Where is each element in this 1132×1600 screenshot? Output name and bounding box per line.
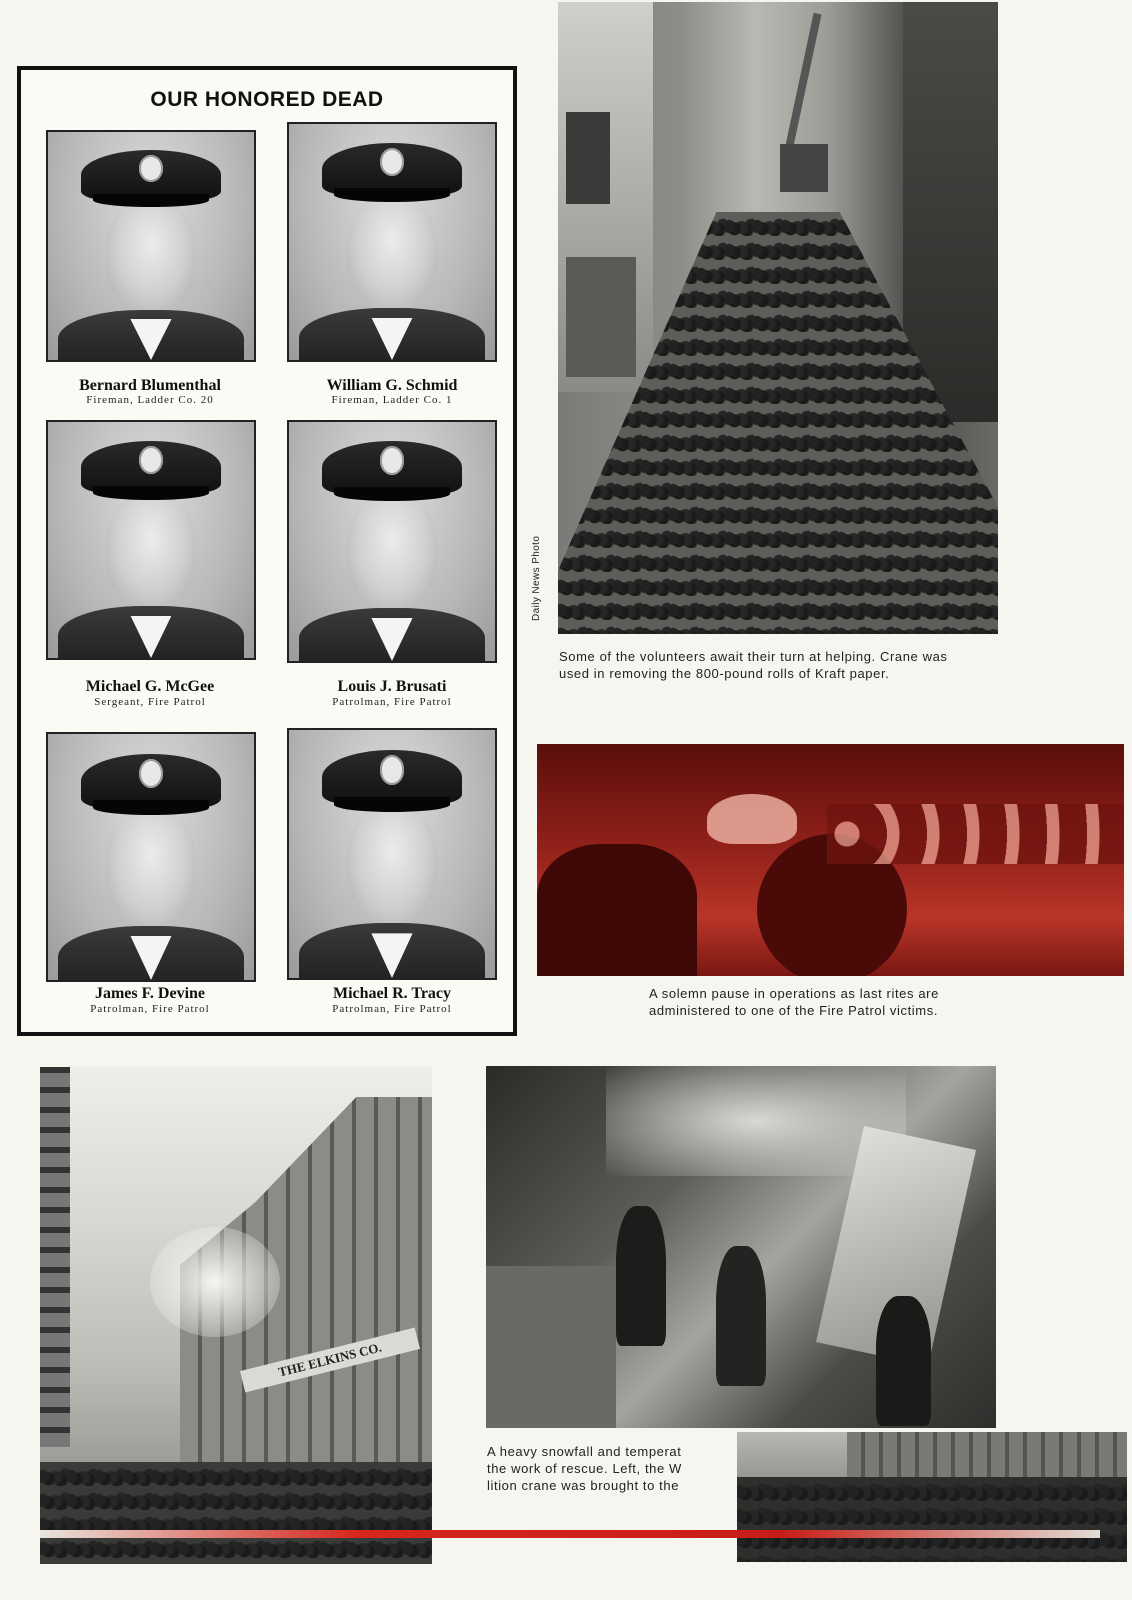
fire-badge-icon	[139, 446, 164, 474]
portrait-schmid	[287, 122, 497, 362]
faces-row	[827, 804, 1124, 864]
smoke	[150, 1227, 280, 1337]
fire-badge-icon	[380, 446, 405, 475]
caption-snowfall: A heavy snowfall and temperat the work of rescue. Left, the W lition crane was brought to the	[487, 1444, 682, 1493]
photo-credit: Daily News Photo	[531, 535, 542, 621]
panel-title: OUR HONORED DEAD	[150, 88, 384, 111]
rubble	[486, 1266, 616, 1428]
fire-badge-icon	[380, 148, 405, 176]
rubble-photo	[486, 1066, 996, 1428]
crowd	[40, 1462, 432, 1564]
person-name: Michael G. McGee	[85, 678, 215, 695]
person-rank: Patrolman, Fire Patrol	[332, 1003, 452, 1015]
person-rank: Patrolman, Fire Patrol	[90, 1003, 210, 1015]
fireman	[716, 1246, 766, 1386]
portrait-mcgee	[46, 420, 256, 660]
portrait-tracy	[287, 728, 497, 980]
person-name: James F. Devine	[94, 985, 206, 1002]
crowd-thumbnail-photo	[737, 1432, 1127, 1562]
person-name: Michael R. Tracy	[332, 985, 452, 1002]
crane-boom	[782, 13, 821, 161]
fireman	[616, 1206, 666, 1346]
person-name: Bernard Blumenthal	[79, 377, 221, 394]
portrait-brusati	[287, 420, 497, 663]
person-rank: Patrolman, Fire Patrol	[332, 696, 452, 708]
caption-last-rites: A solemn pause in operations as last rites are administered to one of the Fire Patrol victims.	[649, 986, 939, 1018]
last-rites-photo	[537, 744, 1124, 976]
person-name: Louis J. Brusati	[337, 678, 447, 695]
fireman	[876, 1296, 931, 1426]
helmet	[707, 794, 797, 844]
burning-building-photo	[40, 1067, 432, 1564]
portrait-devine	[46, 732, 256, 982]
person-rank: Sergeant, Fire Patrol	[94, 696, 206, 708]
crowd	[737, 1477, 1127, 1562]
person-rank: Fireman, Ladder Co. 20	[86, 394, 214, 406]
crane-cab	[780, 144, 828, 192]
red-divider	[40, 1530, 1100, 1538]
person-name: William G. Schmid	[326, 377, 458, 394]
fire-badge-icon	[380, 755, 405, 785]
volunteers-photo	[558, 2, 998, 634]
building-sign: THE ELKINS CO.	[240, 1328, 420, 1393]
fire-escape	[40, 1067, 70, 1447]
caption-volunteers: Some of the volunteers await their turn at helping. Crane was used in removing the 800-pound rolls of Kraft paper.	[559, 649, 948, 681]
portrait-blumenthal	[46, 130, 256, 362]
window	[566, 112, 610, 204]
figure-left	[537, 844, 697, 976]
person-rank: Fireman, Ladder Co. 1	[331, 394, 453, 406]
doorway	[566, 257, 636, 377]
